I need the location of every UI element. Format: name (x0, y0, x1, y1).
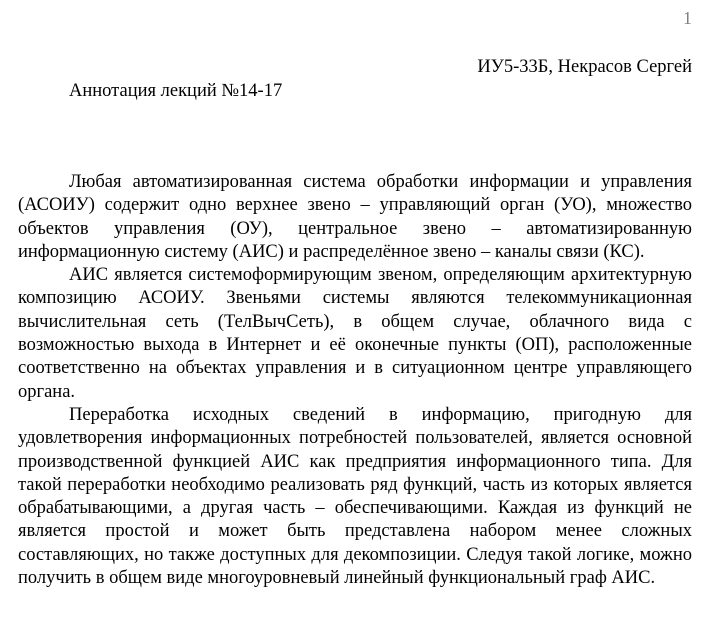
paragraph: Любая автоматизированная система обработки информации и управления (АСОИУ) содержит одно верхнее звено – управляющий орган (УО), множество объектов управления (ОУ), центральное звено – автоматизированную информационную систему (АИС) и распределённое звено – каналы связи (КС). (18, 172, 692, 262)
paragraph: АИС является системоформирующим звеном, определяющим архитектурную композицию АСОИУ. Звеньями системы являются телекоммуникационная вычислительная сеть (ТелВычСеть), в общем случае, облачного вида с возможностью выхода в Интернет и её оконечные пункты (ОП), расположенные соответственно на объектах управления и в ситуационном центре управляющего органа. (18, 265, 692, 402)
paragraph: Переработка исходных сведений в информацию, пригодную для удовлетворения информационных потребностей пользователей, является основной производственной функцией АИС как предприятия информационного типа. Для такой переработки необходимо реализовать ряд функций, часть из которых является обрабатывающими, а другая часть – обеспечивающими. Каждая из функций не является простой и может быть представлена набором менее сложных составляющих, но также доступных для декомпозиции. Следуя такой логике, можно получить в общем виде многоуровневый линейный функциональный граф АИС. (18, 404, 692, 589)
document-title: Аннотация лекций №14-17 (69, 81, 283, 101)
page-number: 1 (683, 8, 692, 28)
document-body (18, 171, 692, 590)
author-line: ИУ5-33Б, Некрасов Сергей (477, 57, 692, 77)
